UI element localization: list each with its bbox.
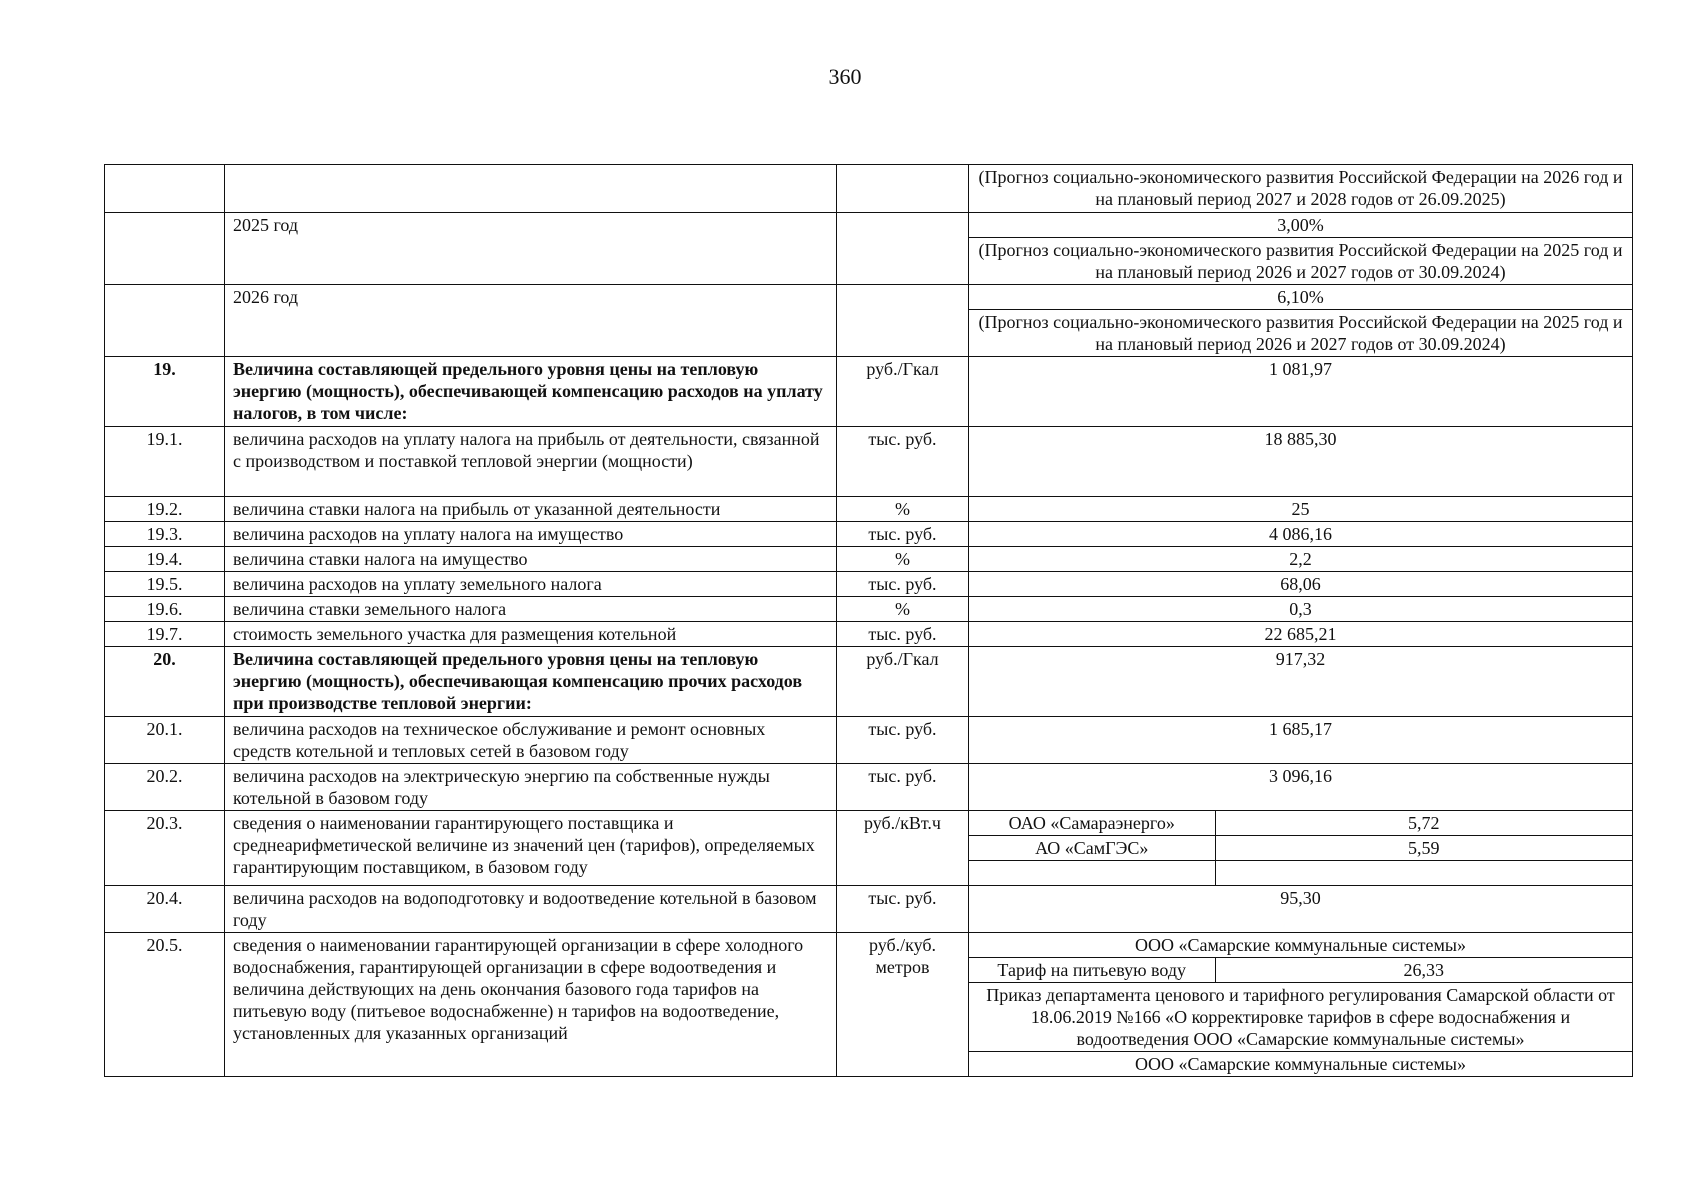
row-unit: тыс. руб. — [837, 717, 969, 764]
row-number: 19.1. — [105, 427, 225, 497]
row-description: величина расходов на уплату налога на имущество — [225, 522, 837, 547]
row-value: 2,2 — [969, 547, 1633, 572]
row-description: величина ставки налога на имущество — [225, 547, 837, 572]
year-2025-subtable — [969, 213, 1632, 284]
table-row — [105, 357, 1633, 427]
supplier-price: 5,72 — [1215, 811, 1632, 836]
row-value: 68,06 — [969, 572, 1633, 597]
row-number: 20.3. — [105, 811, 225, 886]
supplier-name: АО «СамГЭС» — [969, 836, 1215, 861]
row-description: величина расходов на техническое обслуживание и ремонт основных средств котельной и тепловых сетей в базовом году — [225, 717, 837, 764]
unit-cell — [837, 285, 969, 357]
row-description: сведения о наименовании гарантирующего поставщика и среднеарифметической величине из значений цен (тарифов), определяемых гарантирующим поставщиком, в базовом году — [225, 811, 837, 886]
supplier-subtable — [969, 811, 1632, 885]
table-row — [105, 717, 1633, 764]
value-cell — [969, 285, 1633, 357]
row-unit: тыс. руб. — [837, 572, 969, 597]
row-number: 20.4. — [105, 885, 225, 932]
row-description: величина расходов на водоподготовку и водоотведение котельной в базовом году — [225, 885, 837, 932]
row-unit: тыс. руб. — [837, 885, 969, 932]
row-value: 18 885,30 — [969, 427, 1633, 497]
table-row — [105, 622, 1633, 647]
row-value: 1 081,97 — [969, 357, 1633, 427]
table-row — [105, 932, 1633, 1076]
table-row — [105, 811, 1633, 886]
table-row — [105, 497, 1633, 522]
table-row — [105, 213, 1633, 285]
supplier-name: ОАО «Самараэнерго» — [969, 811, 1215, 836]
row-value: 1 685,17 — [969, 717, 1633, 764]
table-row — [105, 427, 1633, 497]
year-2026-source: (Прогноз социально-экономического развития Российской Федерации на 2025 год и на плановый период 2026 и 2027 годов от 30.09.2024) — [978, 312, 1623, 354]
row-number: 19.4. — [105, 547, 225, 572]
row-value: 4 086,16 — [969, 522, 1633, 547]
row-value: 25 — [969, 497, 1633, 522]
year-2026-value: 6,10% — [969, 285, 1632, 310]
row-number: 19.6. — [105, 597, 225, 622]
row-unit: % — [837, 597, 969, 622]
row-number: 19.5. — [105, 572, 225, 597]
tariff-label: Тариф на питьевую воду — [969, 957, 1215, 982]
empty-cell — [1215, 861, 1632, 885]
row-description: величина ставки налога на прибыль от указанной деятельности — [225, 497, 837, 522]
row-number: 20.1. — [105, 717, 225, 764]
table-row — [105, 597, 1633, 622]
row-unit: тыс. руб. — [837, 622, 969, 647]
year-2026-subtable — [969, 285, 1632, 356]
row-number: 19.3. — [105, 522, 225, 547]
row-unit: % — [837, 497, 969, 522]
row-description: сведения о наименовании гарантирующей организации в сфере холодного водоснабжения, гарантирующей организации в сфере водоотведения и величина действующих на день окончания базового года тарифов на питьевую воду (питьевое водоснабженне) н тарифов на водоотведение, установленных для указанных организаций — [225, 932, 837, 1076]
table-row — [105, 522, 1633, 547]
tariff-order: Приказ департамента ценового и тарифного регулирования Самарской области от 18.06.2019 №166 «О корректировке тарифов в сфере водоснабжения и водоотведения ООО «Самарские коммунальные системы» — [969, 982, 1632, 1051]
row-unit: руб./Гкал — [837, 357, 969, 427]
table-row — [105, 165, 1633, 213]
row-unit: руб./куб. метров — [837, 932, 969, 1076]
value-cell — [969, 932, 1633, 1076]
row-unit: руб./кВт.ч — [837, 811, 969, 886]
row-number: 20.5. — [105, 932, 225, 1076]
tariff-table — [104, 164, 1633, 1077]
row-description: величина расходов на уплату земельного налога — [225, 572, 837, 597]
year-2025-source: (Прогноз социально-экономического развития Российской Федерации на 2025 год и на плановый период 2026 и 2027 годов от 30.09.2024) — [978, 240, 1623, 282]
year-2026-label: 2026 год — [225, 285, 837, 357]
row-value: 22 685,21 — [969, 622, 1633, 647]
value-cell — [969, 811, 1633, 886]
row-value: 917,32 — [969, 647, 1633, 717]
desc-cell — [225, 165, 837, 213]
unit-cell — [837, 165, 969, 213]
row-description: Величина составляющей предельного уровня цены на тепловую энергию (мощность), обеспечивающая компенсацию прочих расходов при производстве тепловой энергии: — [225, 647, 837, 717]
supplier-price: 5,59 — [1215, 836, 1632, 861]
page-number: 360 — [828, 64, 862, 89]
row-unit: тыс. руб. — [837, 522, 969, 547]
row-description: стоимость земельного участка для размещения котельной — [225, 622, 837, 647]
row-number: 19.7. — [105, 622, 225, 647]
row-value: 3 096,16 — [969, 764, 1633, 811]
table-row — [105, 572, 1633, 597]
unit-cell — [837, 213, 969, 285]
year-2025-value: 3,00% — [969, 213, 1632, 238]
forecast-2026-text: (Прогноз социально-экономического развития Российской Федерации на 2026 год и на плановый период 2027 и 2028 годов от 26.09.2025) — [978, 167, 1623, 209]
row-description: Величина составляющей предельного уровня цены на тепловую энергию (мощность), обеспечивающей компенсацию расходов на уплату налогов, в том числе: — [225, 357, 837, 427]
table-row — [105, 885, 1633, 932]
tariff-value: 26,33 — [1215, 957, 1632, 982]
year-2025-label: 2025 год — [225, 213, 837, 285]
row-unit: тыс. руб. — [837, 764, 969, 811]
row-unit: руб./Гкал — [837, 647, 969, 717]
table-row — [105, 764, 1633, 811]
value-cell — [969, 213, 1633, 285]
empty-cell — [969, 861, 1215, 885]
table-row — [105, 647, 1633, 717]
row-description: величина ставки земельного налога — [225, 597, 837, 622]
num-cell — [105, 213, 225, 285]
num-cell — [105, 165, 225, 213]
table-row — [105, 547, 1633, 572]
num-cell — [105, 285, 225, 357]
row-value: 0,3 — [969, 597, 1633, 622]
row-unit: тыс. руб. — [837, 427, 969, 497]
row-number: 20.2. — [105, 764, 225, 811]
value-cell — [969, 165, 1633, 213]
water-org-name: ООО «Самарские коммунальные системы» — [969, 933, 1632, 958]
row-description: величина расходов на электрическую энергию па собственные нужды котельной в базовом году — [225, 764, 837, 811]
row-unit: % — [837, 547, 969, 572]
row-number: 20. — [105, 647, 225, 717]
row-number: 19.2. — [105, 497, 225, 522]
table-row — [105, 285, 1633, 357]
sewage-org-name: ООО «Самарские коммунальные системы» — [1134, 1053, 1466, 1074]
row-description: величина расходов на уплату налога на прибыль от деятельности, связанной с производством и поставкой тепловой энергии (мощности) — [225, 427, 837, 497]
row-number: 19. — [105, 357, 225, 427]
water-subtable — [969, 933, 1632, 1076]
row-value: 95,30 — [969, 885, 1633, 932]
